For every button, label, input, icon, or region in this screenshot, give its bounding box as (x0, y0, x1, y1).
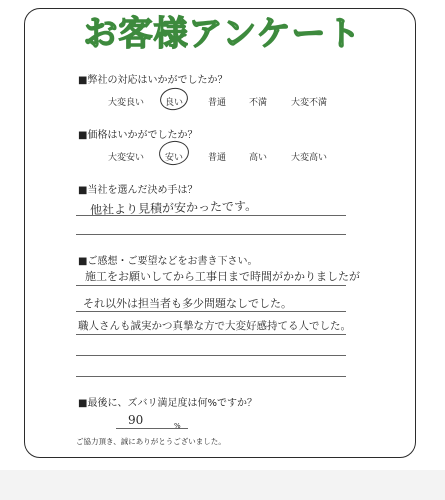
price-option-4[interactable]: 高い (249, 153, 268, 163)
satisfaction-line (116, 428, 188, 429)
question-service: ■弊社の対応はいかがでしたか？ (78, 75, 228, 86)
service-option-5[interactable]: 大変不満 (291, 98, 328, 108)
thanks-message: ご協力頂き、誠にありがとうございました。 (76, 437, 226, 446)
comment-rule-1 (76, 285, 346, 286)
comment-rule-3 (76, 334, 346, 335)
question-price: ■価格はいかがでしたか？ (78, 130, 198, 141)
comment-line-1: 施工をお願いしてから工事日まで時間がかかりましたが (85, 270, 360, 283)
service-option-3[interactable]: 普通 (208, 98, 227, 108)
satisfaction-unit: % (174, 422, 181, 430)
service-option-2[interactable]: 良い (165, 98, 184, 108)
reason-line-1 (76, 215, 346, 216)
price-option-5[interactable]: 大変高い (291, 153, 328, 163)
price-option-2[interactable]: 安い (165, 153, 184, 163)
reason-answer: 他社より見積が安かったです。 (89, 198, 258, 218)
comment-rule-2 (76, 311, 346, 312)
question-comments: ■ご感想・ご要望などをお書き下さい。 (78, 256, 258, 267)
satisfaction-value: 90 (128, 413, 144, 427)
service-option-4[interactable]: 不満 (249, 98, 268, 108)
service-option-1[interactable]: 大変良い (108, 98, 145, 108)
comment-rule-5 (76, 376, 346, 377)
price-option-1[interactable]: 大変安い (108, 153, 145, 163)
survey-title: お客様アンケート (83, 14, 362, 54)
question-reason: ■当社を選んだ決め手は？ (78, 185, 198, 196)
reason-line-2 (76, 234, 346, 235)
question-satisfaction: ■最後に、ズバリ満足度は何%ですか？ (78, 398, 257, 409)
comment-line-2: それ以外は担当者も多少問題なしでした。 (83, 297, 292, 310)
page-footer-band (0, 470, 445, 500)
comment-rule-4 (76, 355, 346, 356)
comment-line-3: 職人さんも誠実かつ真摯な方で大変好感持てる人でした。 (78, 320, 351, 332)
price-option-3[interactable]: 普通 (208, 153, 227, 163)
